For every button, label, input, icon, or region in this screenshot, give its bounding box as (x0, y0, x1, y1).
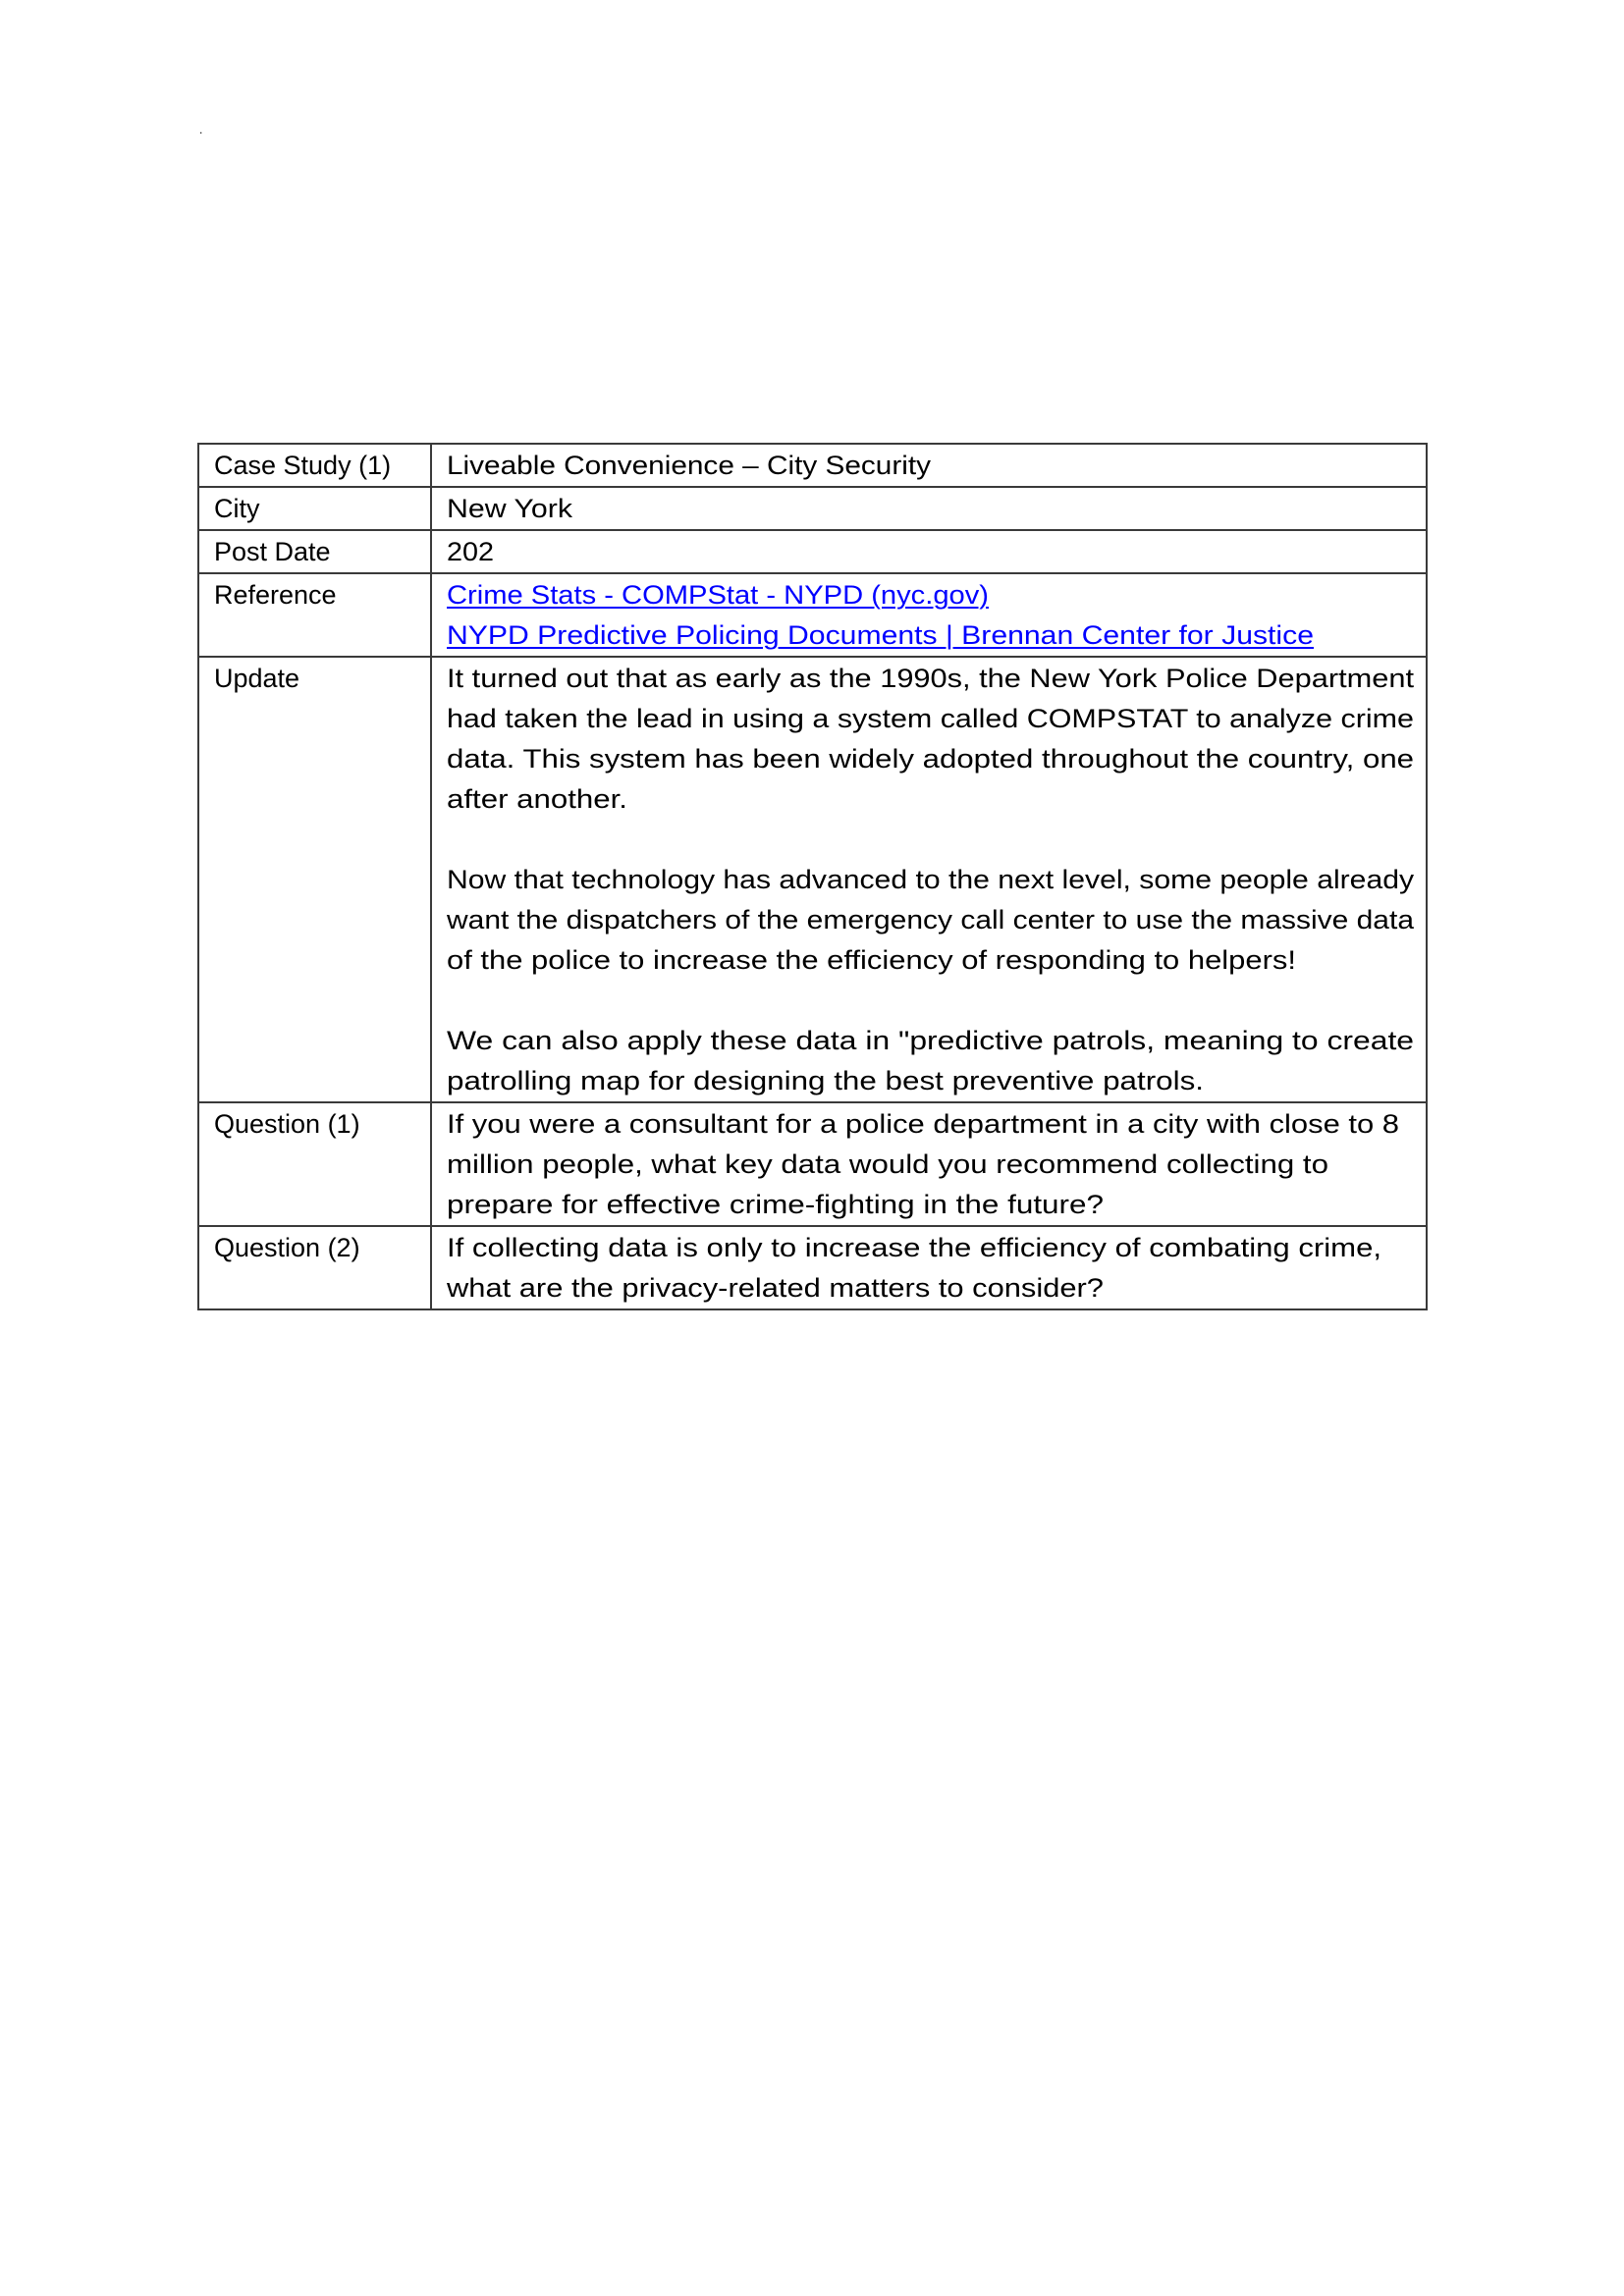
update-paragraph-1 (447, 659, 1415, 820)
question-1-line-2: million people, what key data would you recommend collecting to (447, 1149, 1328, 1179)
case-study-label (198, 444, 431, 487)
question-2-line-2: what are the privacy-related matters to consider? (447, 1273, 1104, 1303)
update-p1-line-1: It turned out that as early as the 1990s, the New York Police Department (447, 664, 1415, 693)
update-label-text: Update (214, 664, 300, 693)
update-paragraph-spacer (447, 981, 1411, 1021)
update-p2-line-2: want the dispatchers of the emergency call center to use the massive data (447, 905, 1414, 934)
post-date-value-text: 202 (447, 537, 495, 566)
update-paragraph-2 (447, 860, 1415, 981)
update-p2-line-3: of the police to increase the efficiency of responding to helpers! (447, 945, 1297, 975)
table-row-post-date (198, 530, 1427, 573)
question-1-value (431, 1102, 1427, 1226)
question-2-value (431, 1226, 1427, 1309)
question-2-label-text: Question (2) (214, 1233, 360, 1262)
reference-label (198, 573, 431, 657)
city-value-text: New York (447, 494, 572, 523)
table-row-city (198, 487, 1427, 530)
city-value (431, 487, 1427, 530)
question-1-line-1: If you were a consultant for a police department in a city with close to 8 (447, 1109, 1400, 1139)
update-label (198, 657, 431, 1102)
post-date-label-text: Post Date (214, 537, 331, 566)
city-label-text: City (214, 494, 260, 523)
question-2-line-1: If collecting data is only to increase the efficiency of combating crime, (447, 1233, 1382, 1262)
update-p1-line-2: had taken the lead in using a system called COMPSTAT to analyze crime (447, 704, 1414, 733)
question-2-label (198, 1226, 431, 1309)
city-label (198, 487, 431, 530)
question-1-line-3: prepare for effective crime-fighting in the future? (447, 1190, 1105, 1219)
update-paragraph-3 (447, 1021, 1415, 1101)
update-p1-line-4: after another. (447, 784, 627, 814)
reference-value (431, 573, 1427, 657)
table-row-question-2 (198, 1226, 1427, 1309)
page-marker: . (199, 123, 203, 136)
update-p3-line-1: We can also apply these data in "predictive patrols, meaning to create (447, 1026, 1415, 1055)
case-study-label-text: Case Study (1) (214, 451, 392, 480)
update-p1-line-3: data. This system has been widely adopted throughout the country, one (447, 744, 1415, 774)
reference-label-text: Reference (214, 580, 337, 610)
table-row-reference (198, 573, 1427, 657)
case-study-table (197, 443, 1428, 1310)
case-study-title: Liveable Convenience – City Security (447, 451, 932, 480)
case-study-value (431, 444, 1427, 487)
table-row-case-study (198, 444, 1427, 487)
table-row-question-1 (198, 1102, 1427, 1226)
question-1-label (198, 1102, 431, 1226)
reference-link-compstat[interactable]: Crime Stats - COMPStat - NYPD (nyc.gov) (447, 580, 990, 610)
reference-link-brennan-center[interactable]: NYPD Predictive Policing Documents | Brennan Center for Justice (447, 620, 1314, 650)
post-date-value (431, 530, 1427, 573)
update-paragraph-spacer (447, 820, 1411, 860)
table-row-update (198, 657, 1427, 1102)
update-p2-line-1: Now that technology has advanced to the next level, some people already (447, 865, 1415, 894)
update-p3-line-2: patrolling map for designing the best preventive patrols. (447, 1066, 1204, 1095)
question-1-label-text: Question (1) (214, 1109, 360, 1139)
post-date-label (198, 530, 431, 573)
update-value (431, 657, 1427, 1102)
